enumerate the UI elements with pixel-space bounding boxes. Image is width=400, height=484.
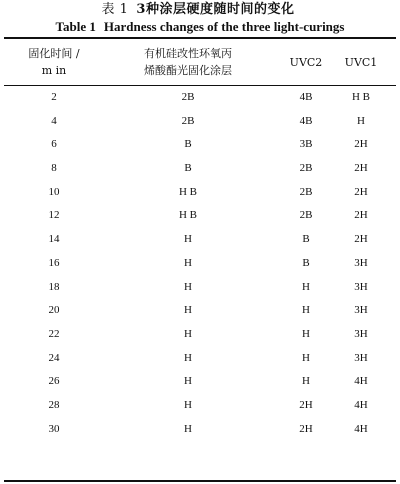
cell-uvc1-hardness: 3H [354,280,368,293]
table-row [0,228,400,252]
table-row [0,276,400,300]
table-row [0,370,400,394]
table-row [0,110,400,134]
cell-uvc2-hardness: 2B [299,162,313,175]
cell-uvc1-hardness: 3H [354,327,368,340]
table-row [0,204,400,228]
cell-silicone-hardness: H [184,327,192,340]
table-row [0,157,400,181]
cell-silicone-hardness: H [184,422,192,435]
table-title-chinese: 3种涂层硬度随时间的变化 [136,2,295,17]
header-curing-time [14,45,94,79]
cell-uvc1-hardness: 4H [354,422,368,435]
cell-uvc2-hardness: H [302,280,310,293]
cell-curing-time: 2 [51,91,57,103]
cell-uvc1-hardness: 4H [354,375,368,388]
cell-uvc1-hardness: 2H [354,233,368,246]
table-body [0,86,400,441]
cell-uvc2-hardness: H [302,327,310,340]
cell-silicone-hardness: H B [178,185,198,198]
cell-silicone-hardness: 2B [181,91,195,103]
table-row [0,181,400,205]
cell-curing-time: 30 [48,422,60,435]
cell-curing-time: 6 [51,138,57,151]
cell-curing-time: 8 [51,162,57,175]
header-uvc2: UVC2 [289,56,323,69]
table-row [0,252,400,276]
table-row [0,418,400,442]
table-label-chinese: 表 1 [101,2,129,17]
table-caption-english [0,19,400,35]
cell-curing-time: 18 [48,280,60,293]
table-top-rule [4,37,396,39]
cell-uvc1-hardness: 3H [354,351,368,364]
cell-uvc2-hardness: 2B [299,209,313,222]
cell-silicone-hardness: H [184,398,192,411]
header-uvc1: UVC1 [344,56,378,69]
table-row [0,394,400,418]
cell-silicone-hardness: H [184,375,192,388]
cell-uvc1-hardness: H [357,114,365,127]
cell-uvc1-hardness: 2H [354,138,368,151]
cell-silicone-hardness: H [184,351,192,364]
table-bottom-rule [4,480,396,482]
cell-curing-time: 14 [48,233,60,246]
cell-silicone-hardness: H [184,256,192,269]
cell-uvc2-hardness: 2H [299,422,313,435]
cell-curing-time: 10 [48,185,60,198]
cell-uvc2-hardness: 3B [299,138,313,151]
cell-silicone-hardness: B [184,162,192,175]
table-row [0,86,400,110]
cell-curing-time: 16 [48,256,60,269]
header-silicone-coating-line1: 有机硅改性环氧丙 [144,47,232,60]
header-silicone-coating-line2: 烯酸酯光固化涂层 [144,64,232,77]
header-curing-time-line1: 固化时间 / [28,47,80,60]
table-row [0,347,400,371]
table-row [0,323,400,347]
cell-uvc1-hardness: 4H [354,398,368,411]
cell-silicone-hardness: H [184,280,192,293]
cell-uvc1-hardness: 2H [354,162,368,175]
cell-uvc2-hardness: B [302,233,310,246]
cell-uvc1-hardness: 3H [354,304,368,317]
cell-curing-time: 20 [48,304,60,317]
cell-uvc2-hardness: 4B [299,91,313,103]
cell-uvc2-hardness: B [302,256,310,269]
cell-silicone-hardness: H B [178,209,198,222]
cell-curing-time: 22 [48,327,60,340]
table-row [0,133,400,157]
cell-uvc1-hardness: 2H [354,209,368,222]
header-curing-time-line2: m in [41,64,67,77]
cell-uvc1-hardness: 2H [354,185,368,198]
table-row [0,299,400,323]
cell-curing-time: 4 [51,114,57,127]
cell-uvc1-hardness: H B [351,91,371,103]
table-title-english: Hardness changes of the three light-curings [103,19,345,34]
cell-uvc1-hardness: 3H [354,256,368,269]
table-label-english: Table 1 [55,19,96,34]
cell-silicone-hardness: H [184,304,192,317]
header-silicone-coating [96,45,280,79]
cell-uvc2-hardness: 2H [299,398,313,411]
cell-curing-time: 12 [48,209,60,222]
cell-silicone-hardness: 2B [181,114,195,127]
table-caption-chinese [0,2,400,18]
cell-uvc2-hardness: H [302,351,310,364]
cell-curing-time: 26 [48,375,60,388]
cell-silicone-hardness: H [184,233,192,246]
cell-uvc2-hardness: H [302,375,310,388]
cell-uvc2-hardness: H [302,304,310,317]
cell-curing-time: 24 [48,351,60,364]
cell-curing-time: 28 [48,398,60,411]
cell-uvc2-hardness: 4B [299,114,313,127]
cell-silicone-hardness: B [184,138,192,151]
cell-uvc2-hardness: 2B [299,185,313,198]
